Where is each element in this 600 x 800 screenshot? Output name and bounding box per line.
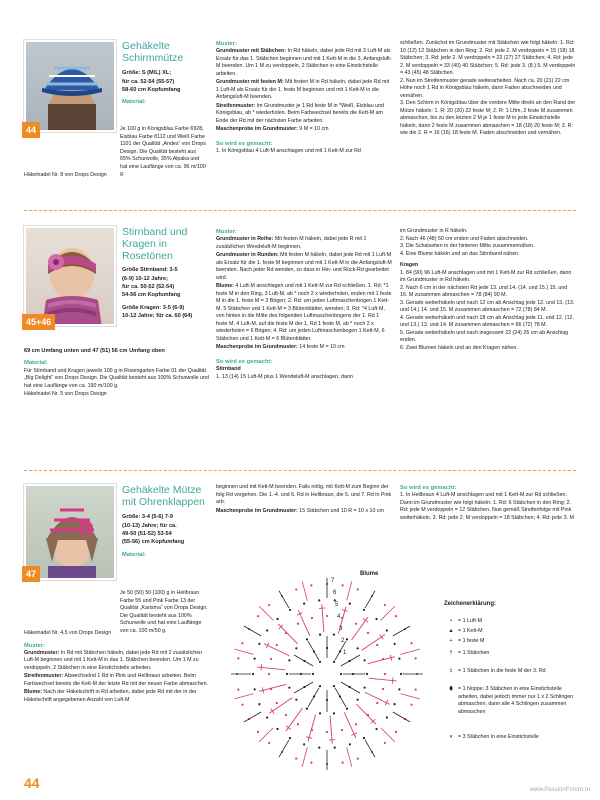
- material-text: Für Stirnband und Kragen jeweils 100 g in Rosengarten Farbe 01 der Qualität „Big Delight“ von Drops Design. Die Qualität besteht aus 100% Schurwolle und hat eine Lauflänge von ca. 190 m/100 g.: [24, 367, 209, 389]
- crochet-diagram: [214, 562, 440, 776]
- pattern-title: Gehäkelte Schirmmütze: [122, 40, 184, 65]
- muster-paragraph: Blume: 4 Luft-M anschlagen und mit 1 Kett-M zur Rd schließen. 1. Rd: *1 feste M in den Ring, 3 Luft-M, ab * noch 2 x wiederholen, enden mit 1 feste M in die 1. feste M = 3 Bögen; 2. Rd: um jeden Luftmaschenbogen 1 Kett-M, 5 Stäbchen und 1 Kett-M = 3 Blütenblätter, wenden; 3. Rd: *4 Luft-M, von hinten in die Mitte des folgenden Luftmaschenbogens der 1. Rd 1 feste M, 4 Luft-M, auf die feste M der 1. Rd 1 feste M, ab * noch 2 x wiederholen = 6 Bögen; 4. Rd: um jeden Luftmaschenbogen 1 Kett-M, 6 Stäbchen und 1 Kett-M = 6 Blütenblätter.: [216, 283, 392, 342]
- round-label: 4: [337, 614, 341, 620]
- muster-heading: Muster:: [216, 41, 237, 47]
- round-label: 1: [343, 650, 347, 656]
- photo-girl-headband: [24, 226, 116, 326]
- muster-paragraph: Streifenmuster: Abwechselnd 1 Rd in Pink und Hellbraun arbeiten. Beim Farbwechsel bereits die Kett-M der letzte Rd mit der neuen Farbe abmaschen.: [24, 673, 208, 687]
- bobble-icon: ⬮: [449, 686, 453, 692]
- three-dc-icon: ⩛: [449, 734, 453, 740]
- diagram-title: Blume: [360, 571, 379, 577]
- section-divider: [24, 210, 576, 211]
- subheading-stirnband: Stirnband: [216, 366, 241, 373]
- round-label: 6: [333, 590, 337, 596]
- material-text: Je 50 (50) 50 (100) g in Hellbraun Farbe 55 und Pink Farbe 13 der Qualität „Karisma“ von Drops Design. Die Qualität besteht aus 100% Schurwolle und hat eine Lauflänge von ca. 100 m/50 g.: [120, 590, 208, 634]
- howto-heading: So wird es gemacht:: [216, 140, 273, 147]
- size-info-extra: 69 cm Umfang unten und 47 (51) 56 cm Umfang oben: [24, 348, 165, 354]
- legend-item: • = 1 Luft-M: [444, 618, 482, 626]
- howto-text: 1. In Königsblau 4 Luft-M anschlagen und mit 1 Kett-M zur Rd: [216, 148, 361, 155]
- flower-chart-svg: [214, 562, 440, 776]
- legend: [444, 600, 576, 770]
- material-heading: Material:: [24, 360, 48, 367]
- page-number: 44: [24, 775, 40, 791]
- round-label: 5: [335, 602, 339, 608]
- howto-text: 1. 13 (14) 15 Luft-M plus 1 Wendeluft-M anschlagen, dann: [216, 373, 353, 380]
- pattern-title: Gehäkelte Mütze mit Ohrenklappen: [122, 484, 205, 509]
- size-info: Größe Stirnband: 3-5 (6-9) 10-12 Jahre; für ca. 50-52 (52-54) 54-56 cm Kopfumfang Größe Kragen: 3-5 (6-9) 10-12 Jahre; für ca. 60 (64): [122, 267, 193, 320]
- muster-paragraph: Grundmuster in Reihe: Mit festen M häkeln, dabei jede R mit 1 zusätzlichen Wendeluft-M beginnen.: [216, 236, 367, 250]
- muster-paragraph: Grundmuster mit Stäbchen: In Rd häkeln, dabei jede Rd mit 3 Luft-M als Ersatz für das 1. Stäbchen beginnen und mit 1 Kett-M in die 3. Anfangsluft-M beenden. Um 1 M zu verdoppeln, 2 Stäbchen in eine Einstichstelle arbeiten.: [216, 48, 392, 77]
- pattern-number-badge: 47: [22, 566, 40, 582]
- muster-paragraph: Grundmuster mit festen M: Mit festen M in Rd häkeln, dabei jede Rd mit 1 Luft-M als Ersatz für die 1. feste M beginnen und mit 1 Kett-M in die Anfangsluft-M beenden.: [216, 79, 390, 101]
- instructions-text: im Grundmuster in R häkeln. 2. Nach 46 (48) 50 cm enden und Faden abschneiden. 3. Die Schalseiten in der hinteren Mitte zusammennähen. 4. Eine Blume häkeln und an das Stirnband nähen.: [400, 228, 535, 257]
- continuation-text: beginnen und mit Kett-M beenden. Falls nötig, mit Kett-M zum Beginn der folg Rd vorgehen. Die 1.-4. und 6. Rd in Hellbraun, die 5. und 7. Rd in Pink arb.: [216, 484, 392, 506]
- muster-heading: Muster:: [24, 642, 45, 649]
- material-heading: Material:: [122, 551, 146, 558]
- needle-info: Häkelnadel Nr. 4,5 von Drops Design: [24, 630, 112, 636]
- muster-paragraph: Grundmuster: In Rd mit Stäbchen häkeln, dabei jede Rd mit 2 zusätzlichen Luft-M beginnen und mit 1 Kett-M in das 1. Stäbchen beenden. Um 1 M zu verdoppeln, 2 Stäbchen in eine Einstichstelle arbeiten.: [24, 649, 203, 671]
- double-crochet-long-icon: ‡: [449, 668, 453, 674]
- muster-paragraph: Blume: Nach der Häkelschrift in Rd arbeiten, dabei jede Rd mit der in der Häkelschrift angegebenen Anzahl von Luft-M: [24, 689, 197, 703]
- pattern-number-badge: 44: [22, 122, 40, 138]
- legend-title: Zeichenerklärung:: [444, 601, 497, 607]
- instructions-text: schließen. Zunächst im Grundmuster mit Stäbchen wie folgt häkeln: 1. Rd: 10 (12) 12 Stäbchen in den Ring; 2. Rd: jede 2. M verdoppeln = 15 (18) 18 Stäbchen; 3. Rd: jede 2. M verdoppeln = 22 (27) 27 Stäbchen; 4. Rd: jede 2. M verdoppeln = 33 (40) 40 Stäbchen; 5. Rd: jede 3. (8.) 5. M verdoppeln = 43 (45) 48 Stäbchen. 2. Nun im Streifenmuster gerade weiterarbeiten. Nach ca. 20 (21) 22 cm Höhe noch 1 Rd in Königsblau häkeln, dann Faden abschneiden und vernähen. 3. Den Schirm in Königsblau über die vordere Mitte direkt an den Rand der Mütze häkeln: 1. R: 20 (20) 22 feste M; 2. R: 1 Lftm, 2 feste M zusammen abmaschen, bis zu den letzten 2 M je 1 feste M in jede Einstichstelle häkeln, dann 2 feste M zusammen abmaschen = 18 (18) 20 feste M; 3. R: wie die 2. R = 16 (16) 18 feste M. Faden abschneiden und vernähen.: [400, 40, 576, 137]
- double-crochet-icon: †: [449, 650, 453, 656]
- muster-paragraph: Maschenprobe im Grundmuster: 14 feste M = 10 cm: [216, 344, 345, 351]
- material-heading: Material:: [122, 99, 146, 106]
- chain-icon: •: [450, 618, 452, 624]
- material-text: Je 100 g in Königsblau Farbe 6928, Eisblau Farbe 8112 und Weiß Farbe 1101 der Qualität „Andes“ von Drops Design. Die Qualität besteht aus 65% Schurwolle, 35% Alpaka und hat eine Lauflänge von ca. 96 m/100 g.: [120, 126, 206, 178]
- pattern-title: Stirnband und Kragen in Rosetönen: [122, 226, 188, 263]
- legend-item: ▲ = 1 Kett-M: [444, 628, 483, 636]
- instructions-text: 1. 84 (90) 96 Luft-M anschlagen und mit 1 Kett-M zur Rd schließen, dann im Grundmuster in Rd häkeln. 2. Nach 6 cm in der nächsten Rd jede 13. und 14. (14. und 15.) 15. und 16. M zusammen abmaschen = 78 (84) 90 M. 3. Gerade weiterhäkeln und nach 12 cm ab Anschlag jede 12. und 13. (13. und 14.) 14. und 15. M zusammen abmaschen = 72 (78) 84 M. 4. Gerade weiterhäkeln und nach 18 cm ab Anschlag jede 11. und 12. (12. und 13.) 13. und 14. M zusammen abmaschen = 66 (72) 78 M. 5. Gerade weiterhäkeln und nach insgesamt 22 (24) 26 cm ab Anschlag enden. 6. Zwei Blumen häkeln und an den Kragen nähen.: [400, 269, 575, 351]
- section-divider: [24, 470, 576, 471]
- footer-watermark: www.PassionForum.ru: [529, 787, 590, 793]
- muster-heading: Muster:: [216, 229, 237, 235]
- howto-heading: So wird es gemacht:: [216, 358, 273, 365]
- gauge-text: Maschenprobe im Grundmuster: 15 Stäbchen und 10 R = 10 x 10 cm: [216, 507, 384, 514]
- slip-stitch-icon: ▲: [448, 628, 454, 634]
- needle-info: Häkelnadel Nr. 8 von Drops Design: [24, 172, 107, 178]
- instructions-text: 1. In Hellbraun 4 Luft-M anschlagen und mit 1 Kett-M zur Rd schließen. Dann im Grundmuster wie folgt häkeln: 1. Rd: 6 Stäbchen in den Ring; 2. Rd: jede M verdoppeln = 12 Stäbchen. Nun gemäß Streifenfolge mit Pink weiterhäkeln. 3. Rd: jede 2. M verdoppeln = 18 Stäbchen; 4. Rd: jede 3. M: [400, 492, 574, 521]
- round-label: 3: [339, 626, 343, 632]
- muster-paragraph: Grundmuster in Runden: Mit festen M häkeln, dabei jede Rd mit 1 Luft-M als Ersatz für die 1. feste M beginnen und mit 1 Kett-M in die Anfangsluft-M beenden. Nach jeder Rd wenden, so dass in Hin- und Rück-Rd gearbeitet wird.: [216, 252, 392, 281]
- size-info: Größe: 3-4 (5-6) 7-9 (10-13) Jahre; für ca. 49-50 (51-52) 53-54 (55-56) cm Kopfumfang: [122, 514, 185, 546]
- legend-item: ⩛ = 3 Stäbchen in eine Einstichstelle: [444, 734, 539, 742]
- howto-heading: So wird es gemacht:: [400, 485, 457, 491]
- legend-item: † = 1 Stäbchen: [444, 650, 489, 658]
- needle-info: Häkelnadel Nr. 5 von Drops Design: [24, 391, 107, 398]
- legend-item: + = 1 feste M: [444, 638, 484, 646]
- round-label: 2: [341, 638, 345, 644]
- single-crochet-icon: +: [449, 638, 453, 644]
- muster-paragraph: Maschenprobe im Grundmuster: 9 M = 10 cm: [216, 126, 329, 133]
- legend-item: ‡ = 1 Stäbchen in die feste M der 3. Rd: [444, 668, 546, 676]
- round-label: 7: [331, 578, 335, 584]
- pattern-number-badge: 45+46: [22, 314, 55, 330]
- legend-item: ⬮ = 1 Noppe: 3 Stäbchen in eine Einstichstelle arbeiten, dabei jedoch immer nur 1 x 2 Schlingen abmaschen, dann alle 4 Schlingen zusammen abmaschen: [444, 686, 576, 716]
- size-info: Größe: S (M/L) XL; für ca. 52-54 (55-57) 58-60 cm Kopfumfang: [122, 70, 181, 93]
- subheading-kragen: Kragen: [400, 262, 419, 269]
- muster-paragraph: Streifenmuster: Im Grundmuster je 1 Rd feste M in *Weiß, Eisblau und Königsblau, ab * wiederholen. Beim Farbwechsel bereits die Kett-M am Ende der Rd mit der nächsten Farbe arbeiten.: [216, 102, 385, 124]
- photo-hat-man: [24, 40, 116, 132]
